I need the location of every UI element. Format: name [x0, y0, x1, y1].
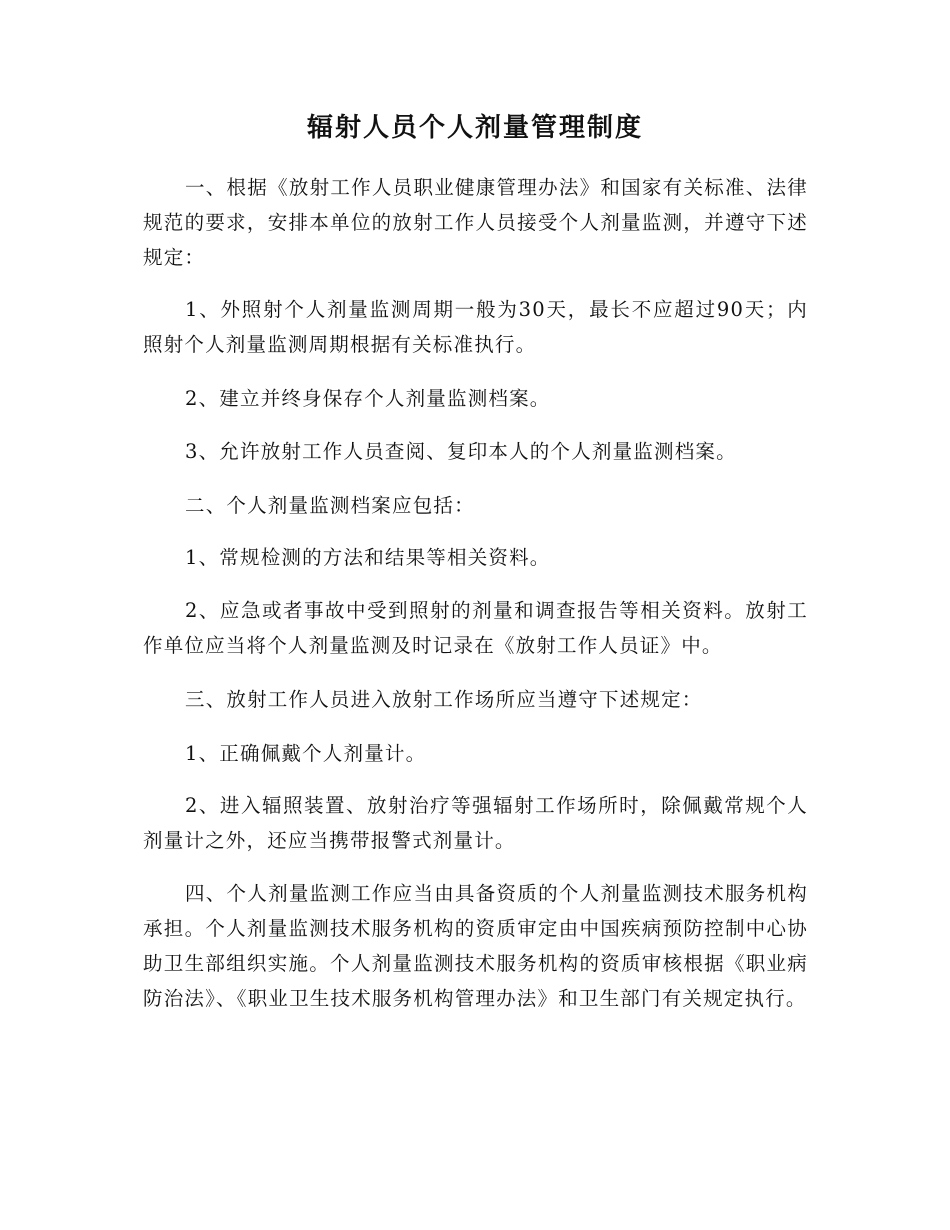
paragraph-section-4: 四、个人剂量监测工作应当由具备资质的个人剂量监测技术服务机构承担。个人剂量监测技术服务机构的资质审定由中国疾病预防控制中心协助卫生部组织实施。个人剂量监测技术服务机构的资质审核根据《职业病防治法》、《职业卫生技术服务机构管理办法》和卫生部门有关规定执行。	[143, 882, 808, 1010]
paragraph-item-2-1: 1、常规检测的方法和结果等相关资料。	[185, 546, 551, 569]
paragraph-item-1-2: 2、建立并终身保存个人剂量监测档案。	[185, 387, 551, 410]
paragraph-item-1-1: 1、外照射个人剂量监测周期一般为30天，最长不应超过90天；内照射个人剂量监测周期根据有关标准执行。	[143, 298, 808, 356]
document-title: 辐射人员个人剂量管理制度	[306, 113, 643, 143]
paragraph-item-2-2: 2、应急或者事故中受到照射的剂量和调查报告等相关资料。放射工作单位应当将个人剂量监测及时记录在《放射工作人员证》中。	[143, 599, 808, 657]
paragraph-item-1-3: 3、允许放射工作人员查阅、复印本人的个人剂量监测档案。	[185, 440, 737, 463]
paragraph-item-3-2: 2、进入辐照装置、放射治疗等强辐射工作场所时，除佩戴常规个人剂量计之外，还应当携带报警式剂量计。	[143, 794, 808, 852]
paragraph-section-3: 三、放射工作人员进入放射工作场所应当遵守下述规定：	[185, 688, 703, 711]
paragraph-section-2: 二、个人剂量监测档案应包括：	[185, 494, 475, 517]
paragraph-item-3-1: 1、正确佩戴个人剂量计。	[185, 742, 427, 765]
paragraph-section-1: 一、根据《放射工作人员职业健康管理办法》和国家有关标准、法律规范的要求，安排本单位的放射工作人员接受个人剂量监测，并遵守下述规定：	[143, 176, 808, 269]
